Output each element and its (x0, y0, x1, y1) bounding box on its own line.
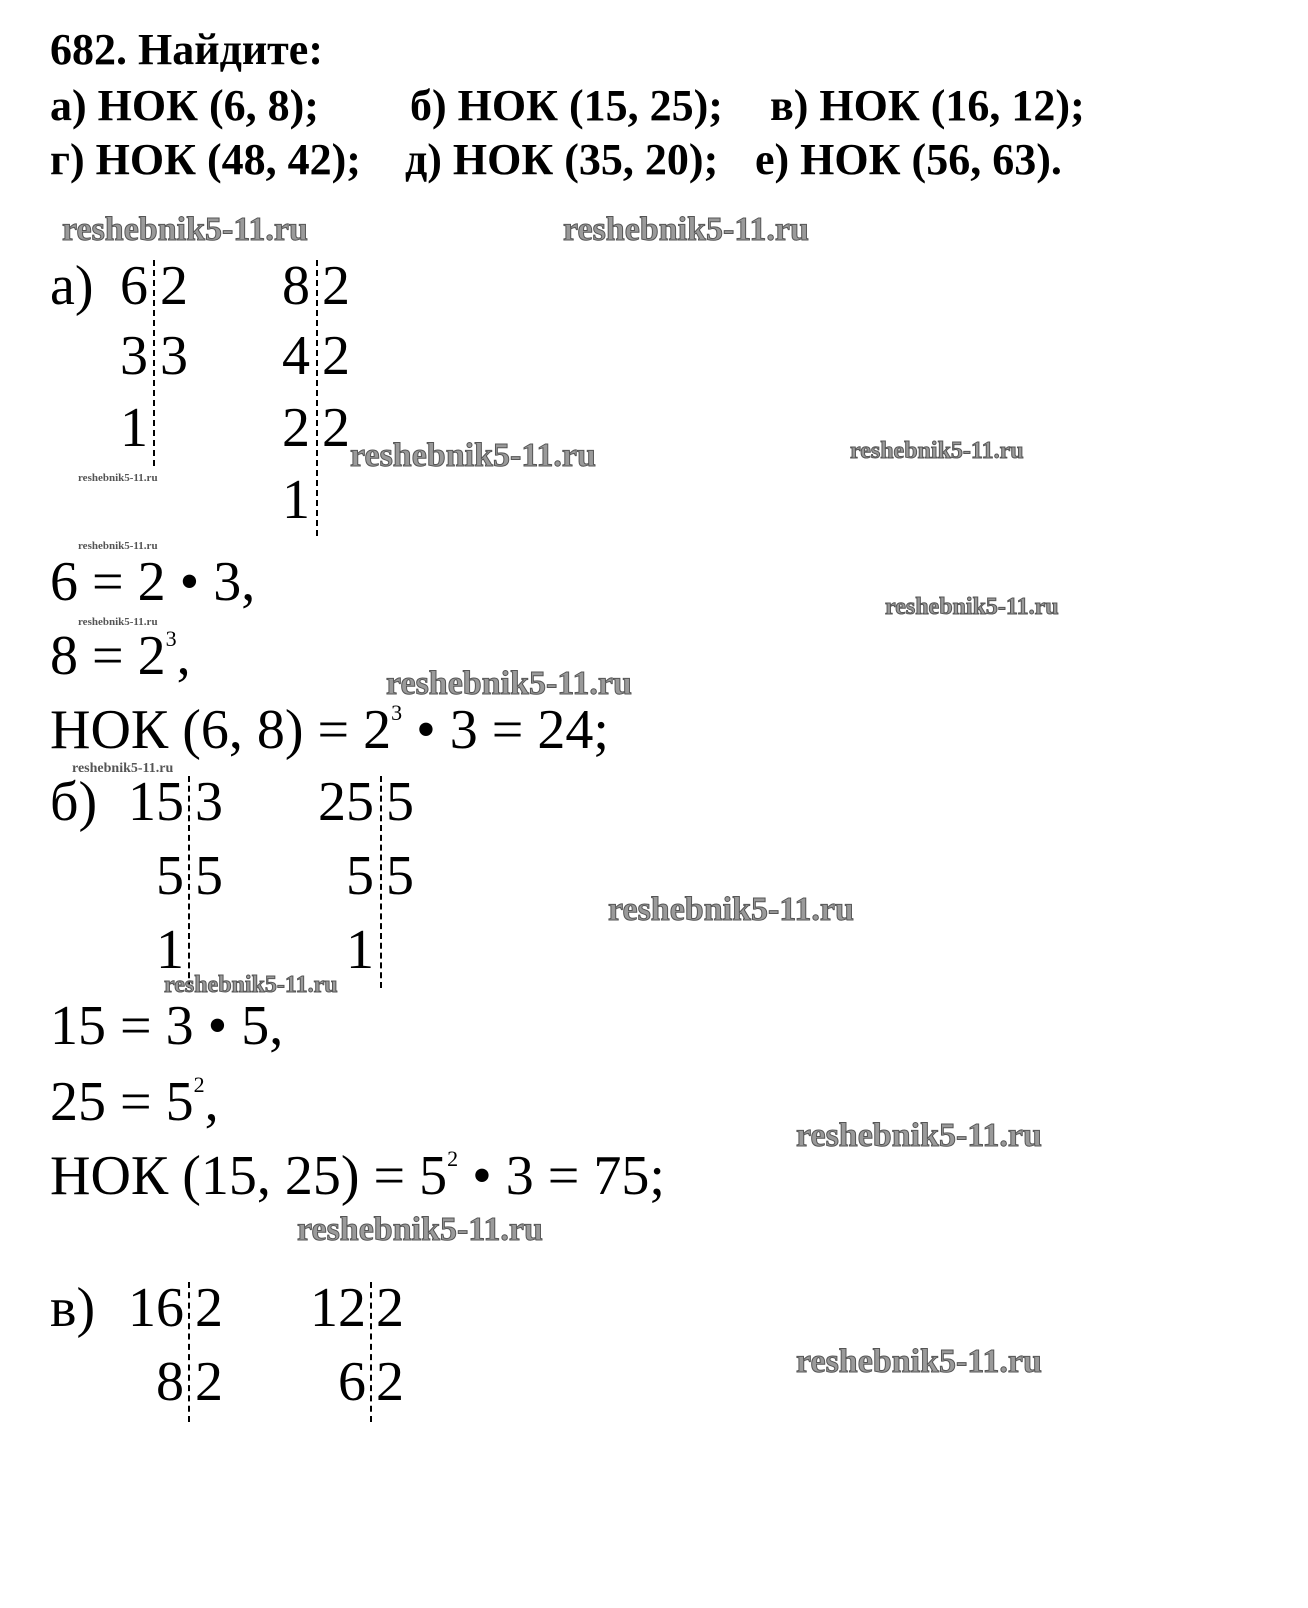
factor-number: 16 (128, 1277, 184, 1339)
factor-number: 2 (282, 397, 310, 459)
task-a: а) НОК (6, 8); (50, 81, 319, 130)
watermark: reshebnik5-11.ru (350, 437, 596, 474)
eq-base: НОК (6, 8) = 2 (50, 699, 392, 761)
factor-divisor: 2 (195, 1277, 223, 1339)
eq-base: НОК (15, 25) = 5 (50, 1145, 448, 1207)
factor-divisor: 2 (376, 1351, 404, 1413)
watermark: reshebnik5-11.ru (78, 540, 158, 552)
watermark: reshebnik5-11.ru (386, 665, 632, 702)
factor-number: 5 (346, 845, 374, 907)
factor-divisor: 5 (386, 771, 414, 833)
part-a-eq1: 6 = 2 • 3, (50, 551, 256, 613)
factor-divisor: 3 (160, 325, 188, 387)
division-line (188, 1282, 190, 1422)
factor-divisor: 5 (195, 845, 223, 907)
division-line (316, 260, 318, 536)
watermark: reshebnik5-11.ru (796, 1343, 1042, 1380)
factor-number: 12 (310, 1277, 366, 1339)
factor-divisor: 2 (322, 325, 350, 387)
division-line (153, 260, 155, 466)
part-a-lcm (50, 700, 609, 760)
eq-exponent: 2 (447, 1146, 459, 1171)
part-a-label: а) (50, 255, 94, 317)
watermark: reshebnik5-11.ru (796, 1117, 1042, 1154)
task-e: е) НОК (56, 63). (755, 135, 1062, 184)
factor-number: 1 (120, 397, 148, 459)
part-b-eq2 (50, 1072, 219, 1132)
part-b-lcm (50, 1146, 665, 1206)
division-line (370, 1282, 372, 1422)
eq-tail: , (176, 625, 191, 687)
factor-number: 15 (128, 771, 184, 833)
factor-number: 3 (120, 325, 148, 387)
factor-number: 8 (282, 255, 310, 317)
part-b-label: б) (50, 771, 98, 833)
eq-tail: • 3 = 24; (402, 699, 609, 761)
factor-number: 8 (156, 1351, 184, 1413)
factor-divisor: 2 (195, 1351, 223, 1413)
watermark: reshebnik5-11.ru (72, 761, 174, 776)
factor-number: 4 (282, 325, 310, 387)
eq-exponent: 2 (193, 1072, 205, 1097)
watermark: reshebnik5-11.ru (78, 616, 158, 628)
factor-number: 5 (156, 845, 184, 907)
watermark: reshebnik5-11.ru (62, 211, 308, 248)
task-b: б) НОК (15, 25); (410, 81, 723, 130)
factor-number: 1 (156, 919, 184, 981)
division-line (188, 776, 190, 988)
part-c-label: в) (50, 1277, 96, 1339)
task-g: г) НОК (48, 42); (50, 135, 361, 184)
watermark: reshebnik5-11.ru (608, 891, 854, 928)
watermark: reshebnik5-11.ru (78, 472, 158, 484)
factor-number: 1 (346, 919, 374, 981)
factor-divisor: 2 (322, 255, 350, 317)
eq-exponent: 3 (391, 700, 403, 725)
part-b-eq1: 15 = 3 • 5, (50, 995, 284, 1057)
watermark: reshebnik5-11.ru (164, 972, 338, 998)
eq-tail: , (204, 1071, 219, 1133)
eq-base: 8 = 2 (50, 625, 166, 687)
eq-base: 25 = 5 (50, 1071, 194, 1133)
factor-divisor: 3 (195, 771, 223, 833)
watermark: reshebnik5-11.ru (885, 594, 1059, 620)
problem-title: 682. Найдите: (50, 25, 323, 74)
task-d: д) НОК (35, 20); (405, 135, 719, 184)
watermark: reshebnik5-11.ru (297, 1211, 543, 1248)
factor-divisor: 2 (322, 397, 350, 459)
watermark: reshebnik5-11.ru (850, 438, 1024, 464)
factor-divisor: 5 (386, 845, 414, 907)
factor-number: 25 (318, 771, 374, 833)
eq-tail: • 3 = 75; (458, 1145, 665, 1207)
task-c: в) НОК (16, 12); (770, 81, 1085, 130)
factor-divisor: 2 (376, 1277, 404, 1339)
factor-number: 1 (282, 469, 310, 531)
eq-exponent: 3 (165, 626, 177, 651)
watermark: reshebnik5-11.ru (563, 211, 809, 248)
part-a-eq2 (50, 626, 191, 686)
factor-divisor: 2 (160, 255, 188, 317)
factor-number: 6 (120, 255, 148, 317)
division-line (380, 776, 382, 988)
factor-number: 6 (338, 1351, 366, 1413)
